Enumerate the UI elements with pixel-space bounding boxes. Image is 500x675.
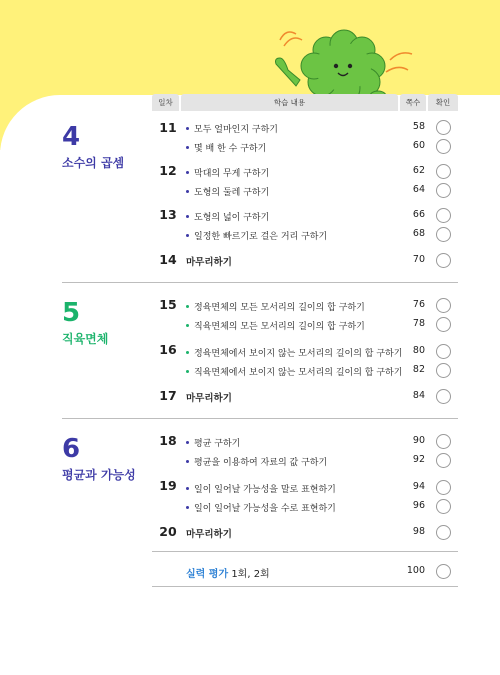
header-page: 쪽수	[400, 94, 426, 111]
check-circle[interactable]	[436, 139, 451, 154]
list-item: 정육면체에서 보이지 않는 모서리의 길이의 합 구하기	[186, 346, 402, 359]
section-number: 6	[62, 434, 81, 464]
page-number: 76	[412, 299, 425, 310]
list-item: 몇 배 한 수 구하기	[186, 141, 266, 154]
final-divider-bottom	[152, 586, 458, 587]
list-item: 평균을 이용하여 자료의 값 구하기	[186, 455, 327, 468]
check-circle[interactable]	[436, 499, 451, 514]
page-number: 90	[412, 435, 425, 446]
page-number: 68	[412, 228, 425, 239]
day-number: 14	[159, 252, 177, 267]
list-item: 일정한 빠르기로 걸은 거리 구하기	[186, 229, 327, 242]
check-circle[interactable]	[436, 317, 451, 332]
page-number: 58	[412, 121, 425, 132]
list-item: 평균 구하기	[186, 436, 240, 449]
page-number: 78	[412, 318, 425, 329]
page-number: 70	[412, 254, 425, 265]
final-title: 실력 평가	[186, 569, 229, 580]
day-number: 20	[159, 524, 177, 539]
check-circle[interactable]	[436, 183, 451, 198]
page-number: 66	[412, 209, 425, 220]
day-number: 16	[159, 342, 177, 357]
page-number: 98	[412, 526, 425, 537]
page-number: 64	[412, 184, 425, 195]
content-panel	[0, 95, 500, 675]
review-item: 마무리하기	[186, 393, 232, 404]
check-circle[interactable]	[436, 564, 451, 579]
list-item: 정육면체의 모든 모서리의 길이의 합 구하기	[186, 300, 365, 313]
final-divider-top	[152, 551, 458, 552]
list-item: 모두 얼마인지 구하기	[186, 122, 278, 135]
section-number: 5	[62, 298, 81, 328]
page-number: 96	[412, 500, 425, 511]
day-number: 17	[159, 388, 177, 403]
check-circle[interactable]	[436, 344, 451, 359]
day-number: 13	[159, 207, 177, 222]
final-assessment	[186, 565, 270, 580]
day-number: 11	[159, 120, 177, 135]
section-divider	[62, 418, 458, 419]
check-circle[interactable]	[436, 525, 451, 540]
section-divider	[62, 282, 458, 283]
section-title: 소수의 곱셈	[62, 156, 125, 170]
list-item: 일이 일어날 가능성을 수로 표현하기	[186, 501, 336, 514]
header-check: 확인	[428, 94, 458, 111]
section-title: 평균과 가능성	[62, 468, 136, 482]
list-item: 직육면체의 모든 모서리의 길이의 합 구하기	[186, 319, 365, 332]
list-item: 막대의 무게 구하기	[186, 166, 269, 179]
page-number: 92	[412, 454, 425, 465]
check-circle[interactable]	[436, 208, 451, 223]
day-number: 19	[159, 478, 177, 493]
list-item: 직육면체에서 보이지 않는 모서리의 길이의 합 구하기	[186, 365, 402, 378]
check-circle[interactable]	[436, 120, 451, 135]
check-circle[interactable]	[436, 389, 451, 404]
day-number: 15	[159, 297, 177, 312]
list-item: 도형의 넓이 구하기	[186, 210, 269, 223]
final-sub: 1회, 2회	[231, 569, 270, 580]
check-circle[interactable]	[436, 363, 451, 378]
check-circle[interactable]	[436, 164, 451, 179]
section-number: 4	[62, 122, 81, 152]
section-title: 직육면체	[62, 332, 109, 346]
page-number: 94	[412, 481, 425, 492]
list-item: 도형의 둘레 구하기	[186, 185, 269, 198]
check-circle[interactable]	[436, 453, 451, 468]
check-circle[interactable]	[436, 227, 451, 242]
header-content: 학습 내용	[181, 94, 398, 111]
day-number: 18	[159, 433, 177, 448]
check-circle[interactable]	[436, 434, 451, 449]
page-number: 80	[412, 345, 425, 356]
table-header	[152, 94, 458, 111]
review-item: 마무리하기	[186, 257, 232, 268]
page-number: 100	[406, 565, 425, 576]
page-number: 62	[412, 165, 425, 176]
header-day: 일차	[152, 94, 179, 111]
review-item: 마무리하기	[186, 529, 232, 540]
page-number: 82	[412, 364, 425, 375]
check-circle[interactable]	[436, 480, 451, 495]
day-number: 12	[159, 163, 177, 178]
broccoli-mascot-icon	[268, 20, 418, 105]
page-number: 84	[412, 390, 425, 401]
check-circle[interactable]	[436, 253, 451, 268]
list-item: 일이 일어날 가능성을 말로 표현하기	[186, 482, 336, 495]
page-number: 60	[412, 140, 425, 151]
check-circle[interactable]	[436, 298, 451, 313]
